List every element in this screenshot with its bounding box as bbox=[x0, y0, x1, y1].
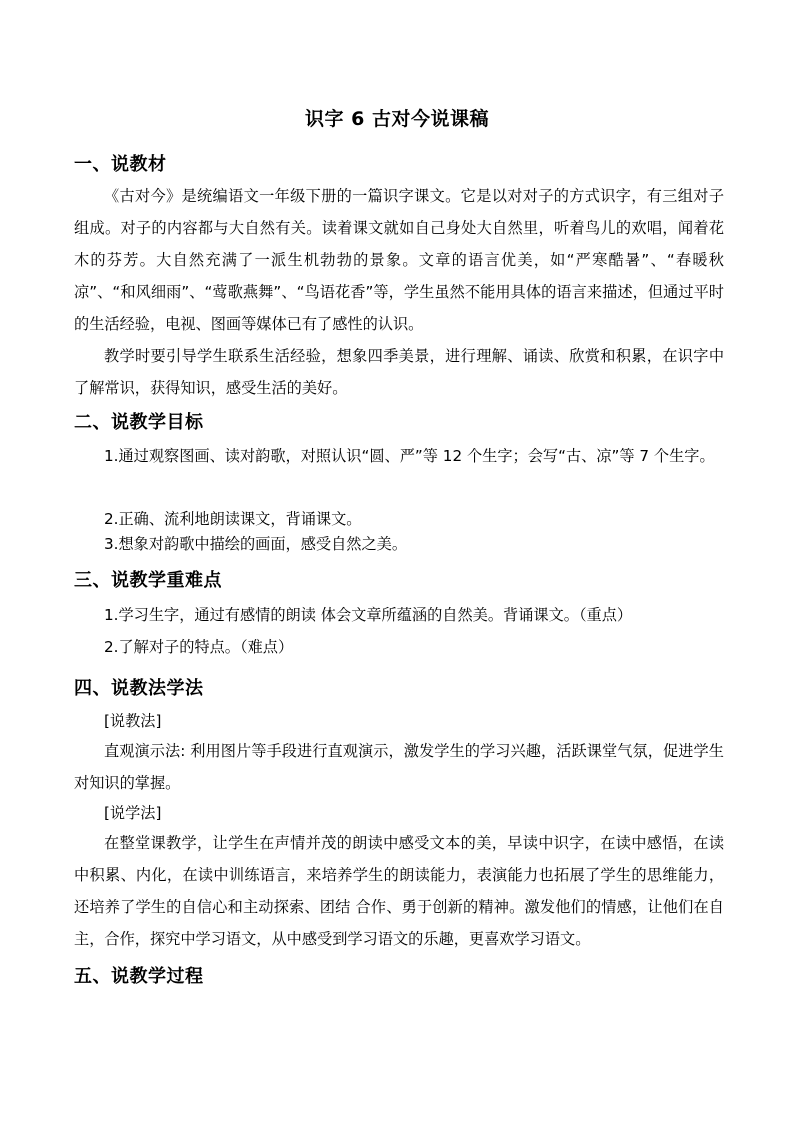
learning-method-paragraph: 在整堂课教学，让学生在声情并茂的朗读中感受文本的美，早读中识字，在读中感悟，在读中积累、内化，在读中训练语言，来培养学生的朗读能力，表演能力也拓展了学生的思维能力，还培养了学生的自信心和主动探索、团结 合作、勇于创新的精神。激发他们的情感，让他们在自主，合作，探究中学习语文，从中感受到学习语文的乐趣，更喜欢学习语文。 bbox=[74, 834, 724, 948]
textbook-paragraph-1: 《古对今》是统编语文一年级下册的一篇识字课文。它是以对对子的方式识字，有三组对子组成。对子的内容都与大自然有关。读着课文就如自己身处大自然里，听着鸟儿的欢唱，闻着花木的芬芳。大自然充满了一派生机勃勃的景象。文章的语言优美，如“严寒酷暑”、“春暖秋凉”、“和风细雨”、“莺歌燕舞”、“鸟语花香”等，学生虽然不能用具体的语言来描述，但通过平时的生活经验，电视、图画等媒体已有了感性的认识。 bbox=[74, 187, 724, 333]
objective-item-3: 3.想象对韵歌中描绘的画面，感受自然之美。 bbox=[104, 535, 408, 553]
key-point-item-2: 2.了解对子的特点。（难点） bbox=[104, 638, 294, 656]
key-point-item-1: 1.学习生字，通过有感情的朗读 体会文章所蕴涵的自然美。背诵课文。（重点） bbox=[104, 606, 633, 624]
learning-method-label: [说学法] bbox=[104, 804, 162, 822]
textbook-paragraph-2: 教学时要引导学生联系生活经验，想象四季美景，进行理解、诵读、欣赏和积累，在识字中了解常识，获得知识，感受生活的美好。 bbox=[74, 347, 724, 397]
objective-item-2: 2.正确、流利地朗读课文，背诵课文。 bbox=[104, 510, 362, 528]
section-heading-objectives: 二、说教学目标 bbox=[74, 412, 204, 433]
teaching-method-paragraph: 直观演示法: 利用图片等手段进行直观演示，激发学生的学习兴趣，活跃课堂气氛，促进学生对知识的掌握。 bbox=[74, 742, 724, 792]
objective-item-1: 1.通过观察图画、读对韵歌，对照认识“圆、严”等 12 个生字；会写“古、凉”等 7 个生字。 bbox=[104, 447, 715, 465]
section-heading-methods: 四、说教法学法 bbox=[74, 678, 204, 699]
section-heading-textbook: 一、说教材 bbox=[74, 154, 167, 175]
page-title: 识字 6 古对今说课稿 bbox=[305, 108, 489, 130]
section-heading-key-points: 三、说教学重难点 bbox=[74, 570, 222, 591]
teaching-method-label: [说教法] bbox=[104, 712, 162, 730]
section-heading-process: 五、说教学过程 bbox=[74, 966, 204, 987]
